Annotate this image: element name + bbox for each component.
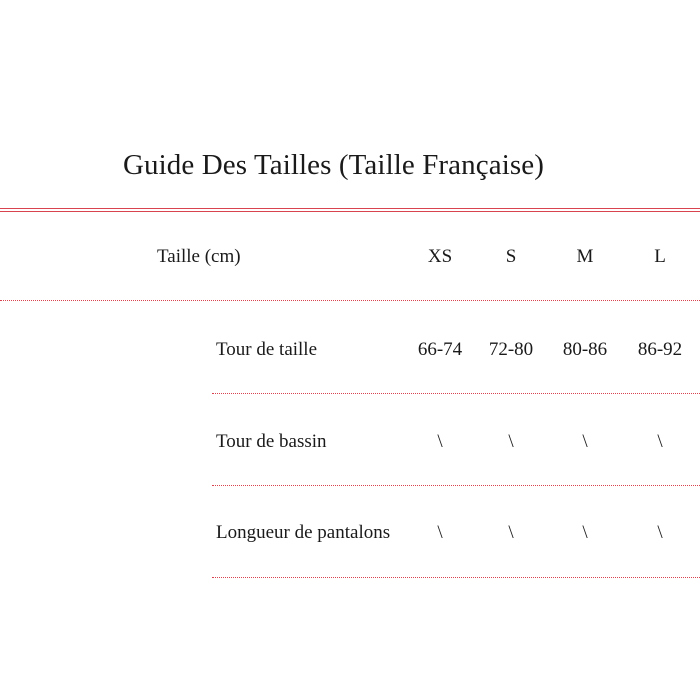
title-divider-top <box>0 208 700 209</box>
row-value-s: 72-80 <box>488 339 534 360</box>
row-value-m: 80-86 <box>562 339 608 360</box>
size-header-xs: XS <box>427 246 453 267</box>
size-header-l: L <box>654 246 666 267</box>
row-value-s: \ <box>508 522 514 543</box>
size-header-s: S <box>505 246 517 267</box>
page-title: Guide Des Tailles (Taille Française) <box>123 149 544 181</box>
row-value-l: \ <box>657 431 663 452</box>
row-divider <box>212 393 700 394</box>
header-label: Taille (cm) <box>157 246 241 267</box>
row-label: Tour de taille <box>216 339 318 360</box>
row-label: Tour de bassin <box>216 431 327 452</box>
row-value-xs: \ <box>437 431 443 452</box>
row-label: Longueur de pantalons <box>216 522 391 543</box>
row-value-l: \ <box>657 522 663 543</box>
row-value-m: \ <box>582 431 588 452</box>
title-divider-bottom <box>0 211 700 212</box>
row-value-s: \ <box>508 431 514 452</box>
row-value-l: 86-92 <box>637 339 683 360</box>
row-value-xs: \ <box>437 522 443 543</box>
header-divider <box>0 300 700 301</box>
row-divider <box>212 577 700 578</box>
size-header-m: M <box>576 246 594 267</box>
row-value-xs: 66-74 <box>417 339 463 360</box>
row-value-m: \ <box>582 522 588 543</box>
row-divider <box>212 485 700 486</box>
